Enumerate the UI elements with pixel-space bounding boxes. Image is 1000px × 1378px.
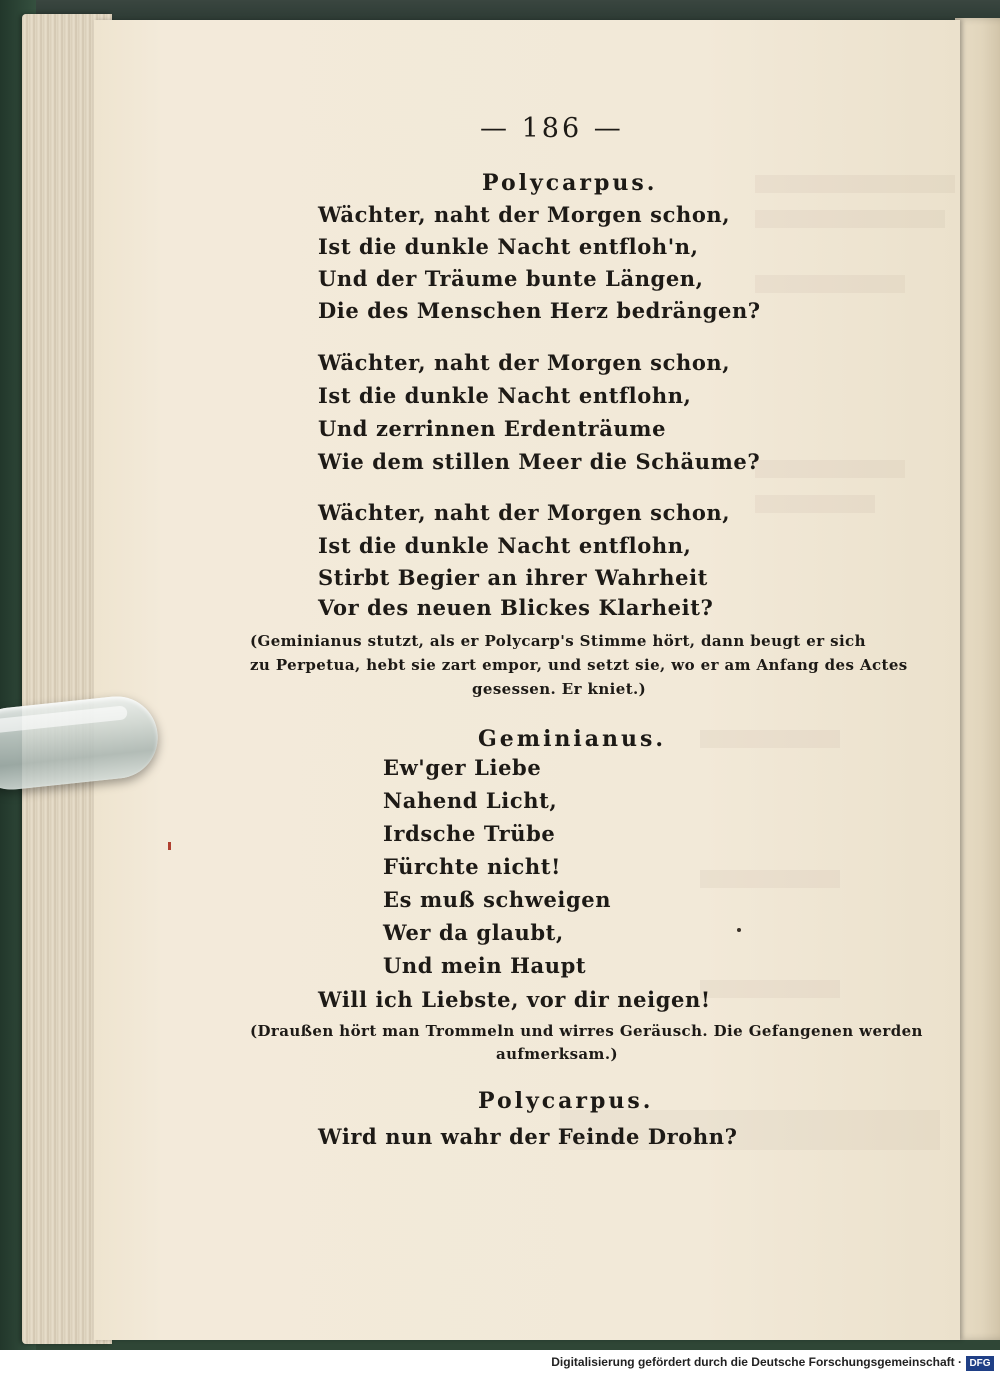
- verse-line: Wie dem stillen Meer die Schäume?: [318, 449, 761, 474]
- page-number: — 186 —: [480, 113, 624, 144]
- footer-credit: Digitalisierung gefördert durch die Deutsche Forschungsgemeinschaft ·: [551, 1355, 962, 1369]
- verse-line: Wächter, naht der Morgen schon,: [318, 202, 731, 227]
- verse-line: Wer da glaubt,: [383, 920, 564, 945]
- verse-line: Wächter, naht der Morgen schon,: [318, 500, 731, 525]
- verse-line: Fürchte nicht!: [383, 854, 561, 879]
- speaker-name: Polycarpus.: [478, 1088, 654, 1114]
- verse-line: Vor des neuen Blickes Klarheit?: [318, 595, 714, 620]
- verse-line: Ist die dunkle Nacht entflohn,: [318, 533, 692, 558]
- verse-line: Stirbt Begier an ihrer Wahrheit: [318, 565, 708, 590]
- verse-line: Es muß schweigen: [383, 887, 612, 912]
- verse-line: Ew'ger Liebe: [383, 755, 542, 780]
- stage-direction-line: (Draußen hört man Trommeln und wirres Geräusch. Die Gefangenen werden: [250, 1022, 923, 1040]
- verse-line: Will ich Liebste, vor dir neigen!: [318, 987, 711, 1012]
- ink-speck: [737, 928, 741, 932]
- next-page-edge: [955, 18, 1000, 1340]
- verse-line: Nahend Licht,: [383, 788, 558, 813]
- dfg-logo: DFG: [966, 1356, 994, 1371]
- stage-direction-line: zu Perpetua, hebt sie zart empor, und setzt sie, wo er am Anfang des Actes: [250, 656, 908, 674]
- stage-direction-line: (Geminianus stutzt, als er Polycarp's Stimme hört, dann beugt er sich: [250, 632, 866, 650]
- verse-line: Und der Träume bunte Längen,: [318, 266, 704, 291]
- speaker-name: Geminianus.: [478, 726, 667, 752]
- verse-line: Wird nun wahr der Feinde Drohn?: [318, 1124, 738, 1149]
- red-speck: [168, 842, 171, 850]
- verse-line: Die des Menschen Herz bedrängen?: [318, 298, 761, 323]
- verse-line: Und mein Haupt: [383, 953, 587, 978]
- stage-direction-line: aufmerksam.): [496, 1045, 618, 1063]
- verse-line: Ist die dunkle Nacht entflohn,: [318, 383, 692, 408]
- verse-line: Irdsche Trübe: [383, 821, 556, 846]
- verse-line: Ist die dunkle Nacht entfloh'n,: [318, 234, 699, 259]
- verse-line: Und zerrinnen Erdenträume: [318, 416, 667, 441]
- scanner-backdrop-top: [0, 0, 1000, 22]
- stage-direction-line: gesessen. Er kniet.): [472, 680, 647, 698]
- speaker-name: Polycarpus.: [482, 170, 658, 196]
- verse-line: Wächter, naht der Morgen schon,: [318, 350, 731, 375]
